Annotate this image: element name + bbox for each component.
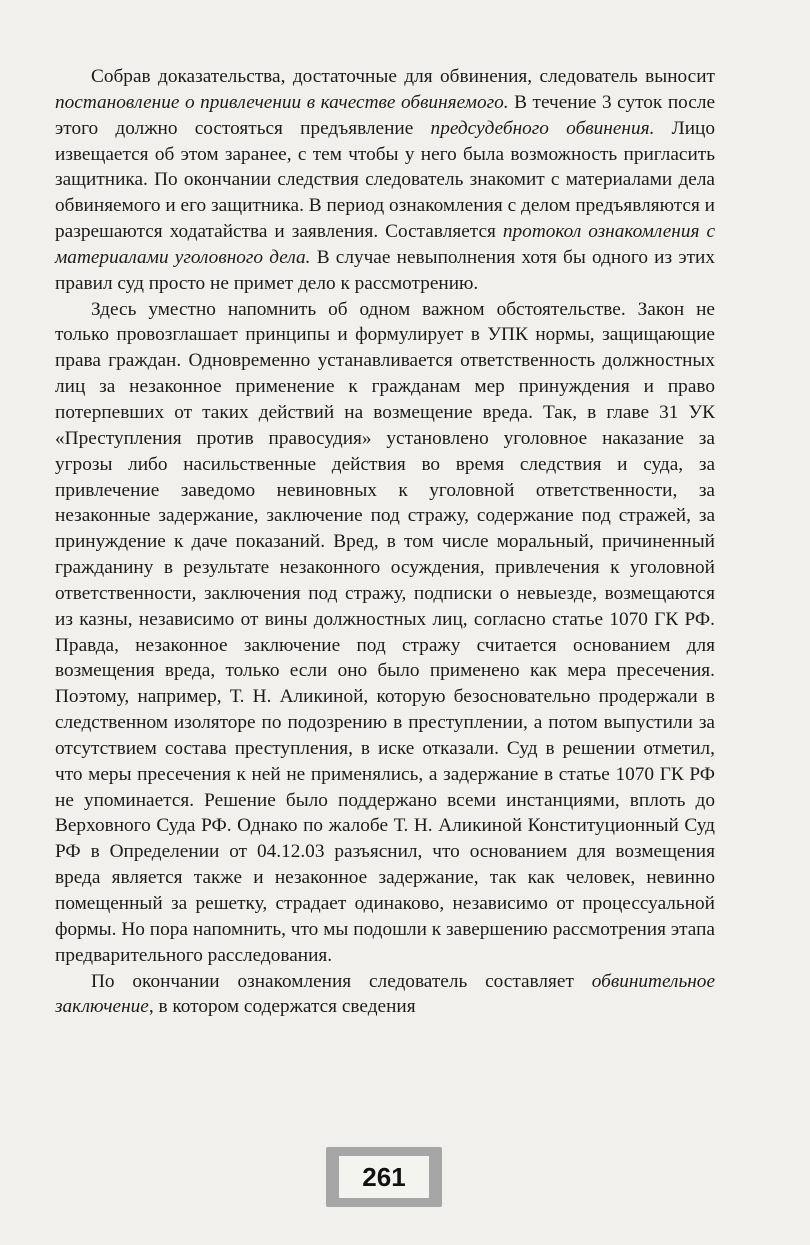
- paragraph: [55, 969, 715, 1021]
- page-number: 261: [339, 1156, 429, 1198]
- italic-term: обвинительное заключение: [55, 970, 715, 1018]
- text-run: Лицо извещается об этом заранее, с тем чтобы у него была возможность пригласить защитника. По окончании следствия следователь знакомит с материалами дела обвиняемого и его защитника. В период ознакомления с делом предъявляются и разрешаются ходатайства и заявления. Составляется: [55, 117, 715, 243]
- page-number-badge: [326, 1147, 442, 1207]
- text-run: По окончании ознакомления следователь составляет: [91, 970, 592, 992]
- text-run: В течение 3 суток после этого должно состояться предъявление: [55, 91, 716, 139]
- text-run: Здесь уместно напомнить об одном важном обстоятельстве. Закон не только провозглашает принципы и формулирует в УПК нормы, защищающие права граждан. Одновременно устанавливается ответственность должностных лиц за незаконное применение к гражданам мер принуждения и право потерпевших от таких действий на возмещение вреда. Так, в главе 31 УК «Преступления против правосудия» установлено уголовное наказание за угрозы либо насильственные действия во время следствия и суда, за привлечение заведомо невиновных к уголовной ответственности, за незаконные задержание, заключение под стражу, содержание под стражей, за принуждение к даче показаний. Вред, в том числе моральный, причиненный гражданину в результате незаконного осуждения, привлечения к уголовной ответственности, заключения под стражу, подписки о невыезде, возмещаются из казны, независимо от вины должностных лиц, согласно статье 1070 ГК РФ. Правда, незаконное заключение под стражу считается основанием для возмещения вреда, только если оно было применено как мера пресечения. Поэтому, например, Т. Н. Аликиной, которую безосновательно продержали в следственном изоляторе по подозрению в преступлении, а потом выпустили за отсутствием состава преступления, в иске отказали. Суд в решении отметил, что меры пресечения к ней не применялись, а задержание в статье 1070 ГК РФ не упоминается. Решение было поддержано всеми инстанциями, вплоть до Верховного Суда РФ. Однако по жалобе Т. Н. Аликиной Конституционный Суд РФ в Определении от 04.12.03 разъяснил, что основанием для возмещения вреда является также и незаконное задержание, так как человек, невинно помещенный за решетку, страдает одинаково, независимо от процессуальной формы. Но пора напомнить, что мы подошли к завершению рассмотрения этапа предварительного расследования.: [55, 298, 715, 966]
- paragraph: [55, 297, 715, 969]
- italic-term: протокол ознакомления с материалами уголовного дела.: [55, 221, 716, 268]
- paragraph: [55, 64, 715, 297]
- italic-term: постановление о привлечении в качестве обвиняемого.: [55, 91, 509, 113]
- text-run: , в котором содержатся сведения: [148, 996, 416, 1018]
- body-text: [55, 64, 715, 1020]
- text-run: В случае невыполнения хотя бы одного из этих правил суд просто не примет дело к рассмотрению.: [55, 246, 715, 294]
- italic-term: предсудебного обвинения.: [430, 117, 655, 139]
- text-run: Собрав доказательства, достаточные для обвинения, следователь выносит: [91, 66, 715, 87]
